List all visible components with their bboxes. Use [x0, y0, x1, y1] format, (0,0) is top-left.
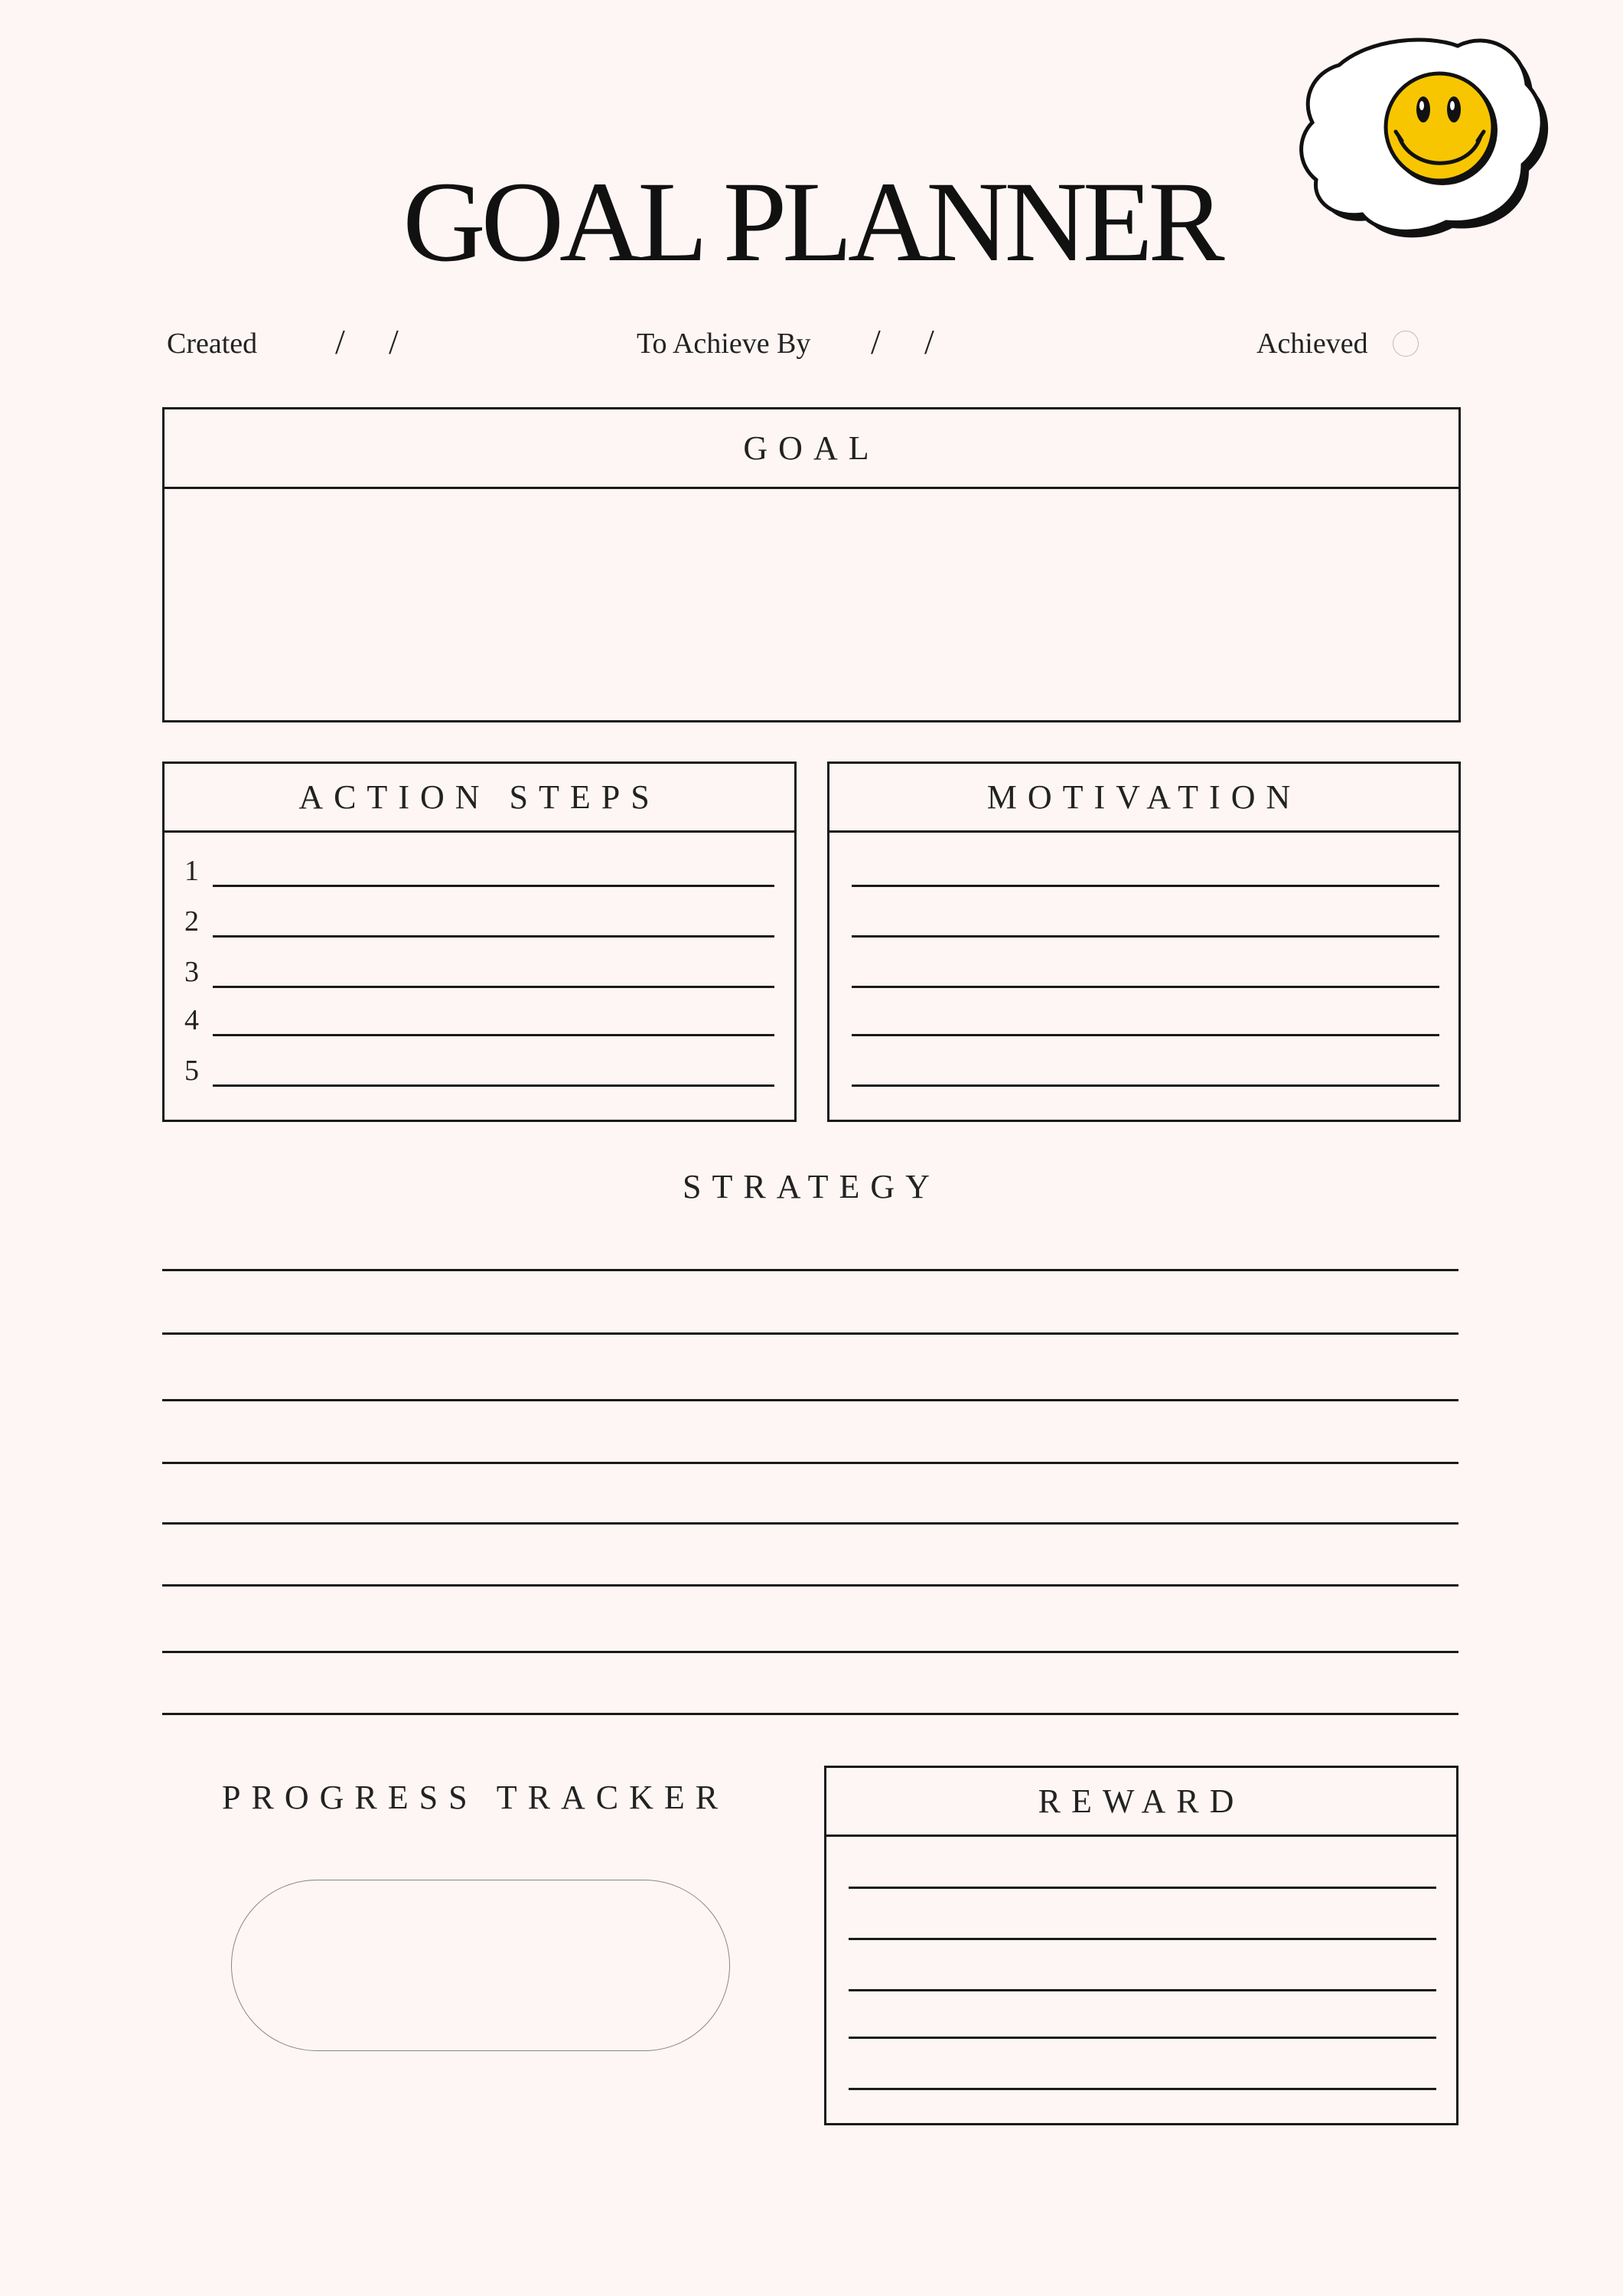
strategy-line[interactable]: [162, 1399, 1458, 1401]
motivation-line[interactable]: [852, 1084, 1439, 1087]
step-line[interactable]: [213, 986, 774, 988]
goal-input[interactable]: [165, 489, 1458, 720]
page-title: GOAL PLANNER: [402, 158, 1221, 285]
step-line[interactable]: [213, 1034, 774, 1036]
progress-tracker-field[interactable]: [231, 1880, 730, 2051]
step-number: 2: [184, 905, 199, 938]
motivation-box: [827, 762, 1461, 1122]
date-separator: /: [871, 322, 881, 361]
achieved-checkbox[interactable]: [1393, 331, 1419, 357]
strategy-line[interactable]: [162, 1713, 1458, 1715]
strategy-line[interactable]: [162, 1269, 1458, 1271]
step-number: 3: [184, 956, 199, 988]
step-number: 5: [184, 1055, 199, 1087]
fried-egg-smiley-icon: [1293, 31, 1553, 245]
reward-heading: REWARD: [826, 1768, 1456, 1837]
motivation-line[interactable]: [852, 1034, 1439, 1036]
progress-tracker-heading: PROGRESS TRACKER: [222, 1779, 729, 1816]
strategy-line[interactable]: [162, 1462, 1458, 1464]
date-separator: /: [335, 322, 345, 361]
achieve-by-date-field[interactable]: [842, 321, 979, 364]
goal-heading: GOAL: [165, 409, 1458, 489]
reward-line[interactable]: [849, 1989, 1436, 1991]
motivation-line[interactable]: [852, 986, 1439, 988]
motivation-heading: MOTIVATION: [829, 764, 1458, 833]
action-steps-heading: ACTION STEPS: [165, 764, 794, 833]
strategy-line[interactable]: [162, 1332, 1458, 1335]
reward-box: [824, 1766, 1458, 2125]
strategy-line[interactable]: [162, 1651, 1458, 1653]
step-number: 1: [184, 855, 199, 887]
step-number: 4: [184, 1004, 199, 1036]
motivation-line[interactable]: [852, 935, 1439, 938]
action-steps-box: [162, 762, 797, 1122]
motivation-line[interactable]: [852, 885, 1439, 887]
achieve-by-label: To Achieve By: [637, 328, 811, 360]
created-date-field[interactable]: [306, 321, 444, 364]
goal-box: [162, 407, 1461, 722]
strategy-heading: STRATEGY: [683, 1168, 940, 1205]
strategy-line[interactable]: [162, 1522, 1458, 1525]
reward-line[interactable]: [849, 1938, 1436, 1940]
date-separator: /: [389, 322, 399, 361]
reward-line[interactable]: [849, 2037, 1436, 2039]
achieved-label: Achieved: [1256, 328, 1368, 360]
reward-line[interactable]: [849, 2088, 1436, 2090]
date-separator: /: [924, 322, 934, 361]
step-line[interactable]: [213, 1084, 774, 1087]
created-label: Created: [167, 328, 258, 360]
step-line[interactable]: [213, 885, 774, 887]
step-line[interactable]: [213, 935, 774, 938]
strategy-line[interactable]: [162, 1584, 1458, 1587]
reward-line[interactable]: [849, 1887, 1436, 1889]
